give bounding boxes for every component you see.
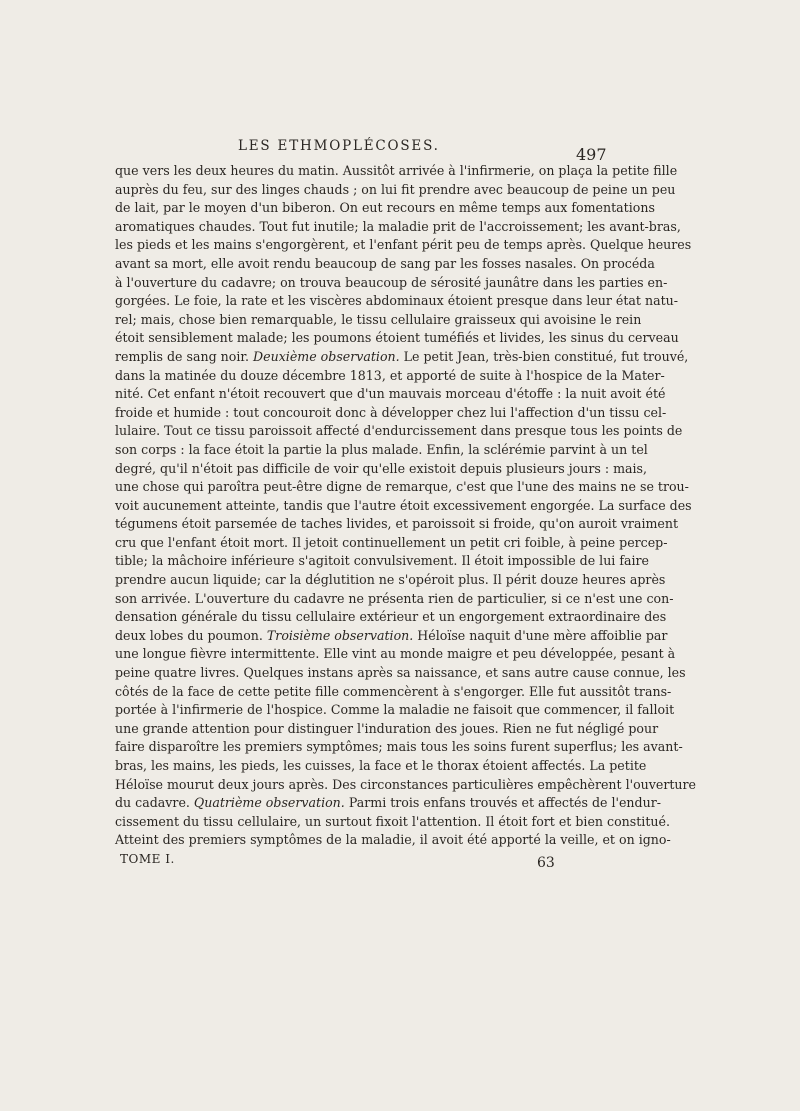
body-text — [115, 162, 697, 850]
text-line: une grande attention pour distinguer l'induration des joues. Rien ne fut négligé pour — [115, 720, 659, 736]
text-line: lulaire. Tout ce tissu paroissoit affecté d'endurcissement dans presque tous les points de — [115, 423, 683, 439]
text-line: gorgées. Le foie, la rate et les viscères abdominaux étoient presque dans leur état natu- — [115, 293, 679, 309]
text-line: bras, les mains, les pieds, les cuisses, la face et le thorax étoient affectés. La petite — [115, 758, 647, 773]
text-line: que vers les deux heures du matin. Aussitôt arrivée à l'infirmerie, on plaça la petite fille — [115, 163, 678, 178]
text-segment: remplis de sang noir. — [115, 348, 254, 364]
volume-label: TOME I. — [120, 852, 175, 866]
observation-heading: Deuxième observation. — [253, 348, 400, 364]
text-line: tégumens étoit parsemée de taches livides, et paroissoit si froide, qu'on auroit vraiment — [115, 516, 679, 532]
text-segment: deux lobes du poumon. — [115, 627, 267, 643]
page-number: 497 — [576, 145, 607, 164]
text-line: une chose qui paroîtra peut-être digne de remarque, c'est que l'une des mains ne se trou- — [115, 479, 689, 495]
text-line: une longue fièvre intermittente. Elle vint au monde maigre et peu développée, pesant à — [115, 646, 676, 662]
text-segment: Parmi trois enfans trouvés et affectés de l'endur- — [344, 795, 661, 811]
text-line: de lait, par le moyen d'un biberon. On eut recours en même temps aux fomentations — [115, 200, 655, 216]
text-line: Atteint des premiers symptômes de la maladie, il avoit été apporté la veille, et on igno- — [115, 832, 671, 848]
text-line: auprès du feu, sur des linges chauds ; on lui fit prendre avec beaucoup de peine un peu — [115, 181, 676, 197]
signature-mark: 63 — [537, 855, 555, 871]
text-line: prendre aucun liquide; car la déglutition ne s'opéroit plus. Il périt douze heures après — [115, 572, 666, 588]
text-line: faire disparoître les premiers symptômes; mais tous les soins furent superflus; les avant- — [115, 739, 683, 755]
text-line: son arrivée. L'ouverture du cadavre ne présenta rien de particulier, si ce n'est une con- — [115, 590, 674, 606]
text-line: portée à l'infirmerie de l'hospice. Comme la maladie ne faisoit que commencer, il falloit — [115, 702, 675, 718]
text-line: nité. Cet enfant n'étoit recouvert que d'un mauvais morceau d'étoffe : la nuit avoit été — [115, 386, 666, 402]
running-title: LES ETHMOPLÉCOSES. — [238, 138, 440, 154]
text-line: aromatiques chaudes. Tout fut inutile; la maladie prit de l'accroissement; les avant-bras, — [115, 218, 681, 234]
text-line: côtés de la face de cette petite fille commencèrent à s'engorger. Elle fut aussitôt trans- — [115, 683, 672, 699]
text-line: rel; mais, chose bien remarquable, le tissu cellulaire graisseux qui avoisine le rein — [115, 311, 642, 327]
text-segment: Héloïse naquit d'une mère affoiblie par — [413, 627, 668, 643]
observation-heading: Troisième observation. — [266, 627, 414, 643]
text-line — [115, 794, 661, 813]
observation-heading: Quatrième observation. — [193, 795, 345, 811]
text-line: dans la matinée du douze décembre 1813, et apporté de suite à l'hospice de la Mater- — [115, 367, 665, 383]
text-line — [115, 348, 689, 367]
text-line: froide et humide : tout concouroit donc à développer chez lui l'affection d'un tissu cel- — [115, 404, 667, 420]
text-line: son corps : la face étoit la partie la plus malade. Enfin, la sclérémie parvint à un tel — [115, 441, 648, 457]
text-line: Héloïse mourut deux jours après. Des circonstances particulières empêchèrent l'ouverture — [115, 776, 697, 792]
text-segment: du cadavre. — [115, 795, 194, 811]
text-line: cru que l'enfant étoit mort. Il jetoit continuellement un petit cri foible, à peine percep- — [115, 534, 668, 550]
text-line: les pieds et les mains s'engorgèrent, et l'enfant périt peu de temps après. Quelque heures — [115, 237, 692, 253]
text-line: tible; la mâchoire inférieure s'agitoit convulsivement. Il étoit impossible de lui faire — [115, 553, 650, 569]
text-line: étoit sensiblement malade; les poumons étoient tuméfiés et livides, les sinus du cerveau — [115, 330, 679, 346]
text-line: cissement du tissu cellulaire, un surtout fixoit l'attention. Il étoit fort et bien constitué. — [115, 813, 670, 829]
text-line: voit aucunement atteinte, tandis que l'autre étoit excessivement engorgée. La surface des — [115, 497, 692, 513]
text-line — [115, 627, 668, 646]
text-line: densation générale du tissu cellulaire extérieur et un engorgement extraordinaire des — [115, 609, 667, 625]
text-line: degré, qu'il n'étoit pas difficile de voir qu'elle existoit depuis plusieurs jours : mais, — [115, 460, 648, 476]
text-segment: Le petit Jean, très-bien constitué, fut trouvé, — [399, 348, 689, 364]
text-line: avant sa mort, elle avoit rendu beaucoup de sang par les fosses nasales. On procéda — [115, 255, 655, 271]
text-line: à l'ouverture du cadavre; on trouva beaucoup de sérosité jaunâtre dans les parties en- — [115, 274, 668, 290]
text-line: peine quatre livres. Quelques instans après sa naissance, et sans autre cause connue, les — [115, 665, 686, 681]
